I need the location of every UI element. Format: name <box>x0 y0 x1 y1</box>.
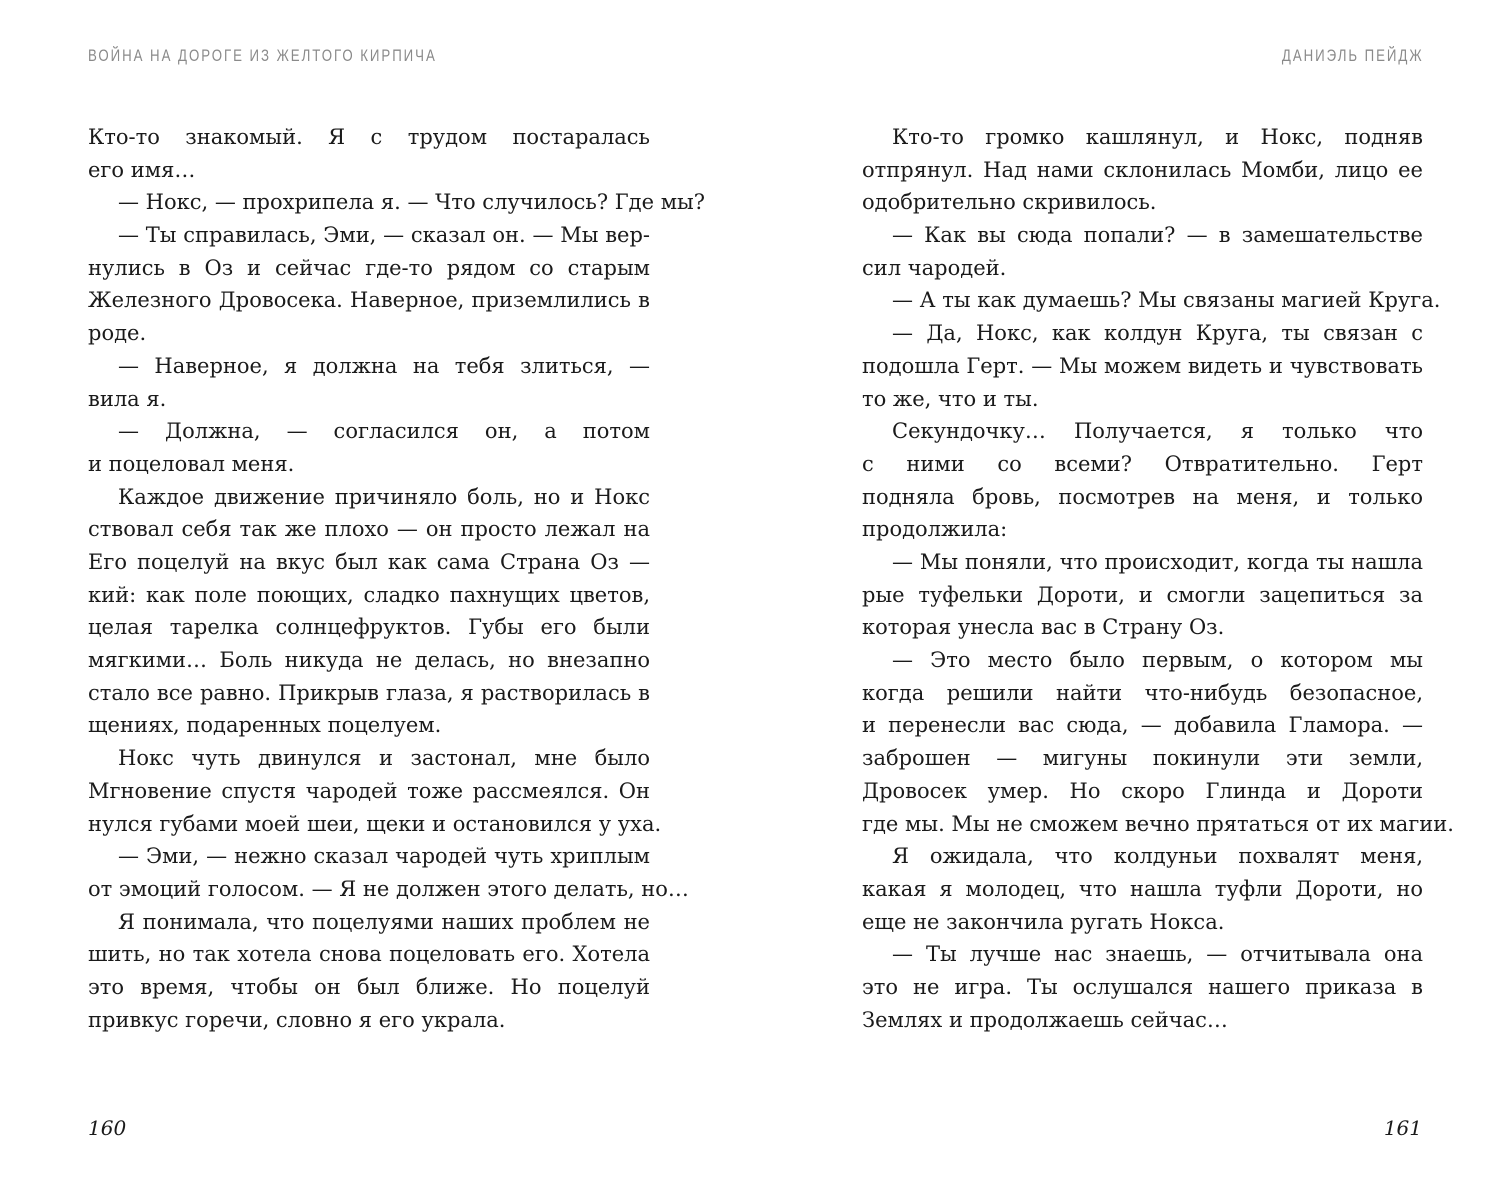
running-head-author: ДАНИЭЛЬ ПЕЙДЖ <box>1282 46 1424 65</box>
text-line: щениях, подаренных поцелуем. <box>88 713 442 738</box>
text-line: от эмоций голосом. — Я не должен этого делать, но… <box>88 876 689 901</box>
text-line: отпрянул. Над нами склонилась Момби, лицо ее <box>862 157 1423 182</box>
text-line: привкус горечи, словно я его украла. <box>88 1007 506 1032</box>
text-line: Землях и продолжаешь сейчас… <box>862 1007 1228 1032</box>
text-line: Я ожидала, что колдуньи похвалят меня, <box>892 844 1423 869</box>
text-line: мягкими… Боль никуда не делась, но внезапно <box>88 648 650 673</box>
text-line: его имя… <box>88 157 196 182</box>
text-line: когда решили найти что-нибудь безопасное, <box>862 680 1423 705</box>
text-line: Секундочку… Получается, я только что <box>892 419 1423 444</box>
text-line: — Наверное, я должна на тебя злиться, — <box>118 353 650 378</box>
text-line: нулся губами моей шеи, щеки и остановился у уха. <box>88 811 662 836</box>
text-line: целая тарелка солнцефруктов. Губы его были <box>88 615 650 640</box>
page-number-left: 160 <box>88 1116 127 1140</box>
text-line: подошла Герт. — Мы можем видеть и чувствовать <box>862 353 1423 378</box>
text-line: Нокс чуть двинулся и застонал, мне было <box>118 746 650 771</box>
text-line: роде. <box>88 321 147 346</box>
page-number-right: 161 <box>1383 1116 1422 1140</box>
text-line: одобрительно скривилось. <box>862 190 1157 215</box>
text-line: еще не закончила ругать Нокса. <box>862 909 1225 934</box>
text-line: вила я. <box>88 386 167 411</box>
text-line: и поцеловал меня. <box>88 451 295 476</box>
text-line: заброшен — мигуны покинули эти земли, <box>862 746 1423 771</box>
right-page-text <box>862 121 1454 1036</box>
text-line: — Да, Нокс, как колдун Круга, ты связан с <box>892 321 1423 346</box>
text-line: сил чародей. <box>862 255 1007 280</box>
text-line: Кто-то громко кашлянул, и Нокс, подняв <box>892 125 1423 149</box>
text-line: — Ты справилась, Эми, — сказал он. — Мы вер- <box>118 223 650 248</box>
text-line: Кто-то знакомый. Я с трудом постаралась <box>88 125 650 149</box>
text-line: — Эми, — нежно сказал чародей чуть хриплым <box>118 844 650 869</box>
text-line: шить, но так хотела снова поцеловать его. Хотела <box>88 942 650 967</box>
text-line: подняла бровь, посмотрев на меня, и только <box>862 484 1423 509</box>
text-line: и перенесли вас сюда, — добавила Гламора. — <box>862 713 1423 738</box>
text-line: нулись в Оз и сейчас где-то рядом со старым <box>88 255 650 280</box>
text-line: Дровосек умер. Но скоро Глинда и Дороти <box>862 778 1423 803</box>
text-line: какая я молодец, что нашла туфли Дороти, но <box>862 876 1423 901</box>
text-line: кий: как поле поющих, сладко пахнущих цветов, <box>88 582 650 607</box>
text-line: это время, чтобы он был ближе. Но поцелуй <box>88 975 650 999</box>
text-line: — Ты лучше нас знаешь, — отчитывала она <box>892 942 1423 967</box>
text-line: — Должна, — согласился он, а потом <box>118 419 650 444</box>
running-head-book-title: ВОЙНА НА ДОРОГЕ ИЗ ЖЕЛТОГО КИРПИЧА <box>88 46 437 65</box>
text-line: продолжила: <box>862 517 1008 542</box>
text-line: — Мы поняли, что происходит, когда ты нашла <box>892 550 1423 575</box>
text-line: — Нокс, — прохрипела я. — Что случилось? Где мы? <box>118 190 706 215</box>
text-line: рые туфельки Дороти, и смогли зацепиться за <box>862 582 1423 607</box>
left-page-text <box>88 121 706 1036</box>
text-line: с ними со всеми? Отвратительно. Герт <box>862 451 1423 476</box>
text-line: Мгновение спустя чародей тоже рассмеялся. Он <box>88 778 650 803</box>
text-line: Каждое движение причиняло боль, но и Нокс <box>118 484 650 509</box>
text-line: — А ты как думаешь? Мы связаны магией Круга. <box>892 288 1441 313</box>
text-line: то же, что и ты. <box>862 386 1039 411</box>
text-line: ствовал себя так же плохо — он просто лежал на <box>88 517 650 542</box>
text-line: Его поцелуй на вкус был как сама Страна Оз — <box>88 550 650 575</box>
text-line: Железного Дровосека. Наверное, приземлились в <box>88 288 650 313</box>
text-line: — Это место было первым, о котором мы <box>892 648 1423 673</box>
text-line: — Как вы сюда попали? — в замешательстве <box>892 223 1423 248</box>
text-line: стало все равно. Прикрыв глаза, я растворилась в <box>88 680 650 705</box>
text-line: это не игра. Ты ослушался нашего приказа в <box>862 975 1423 999</box>
text-line: где мы. Мы не сможем вечно прятаться от их магии. <box>862 811 1454 836</box>
text-line: Я понимала, что поцелуями наших проблем не <box>118 909 650 934</box>
text-line: которая унесла вас в Страну Оз. <box>862 615 1225 640</box>
